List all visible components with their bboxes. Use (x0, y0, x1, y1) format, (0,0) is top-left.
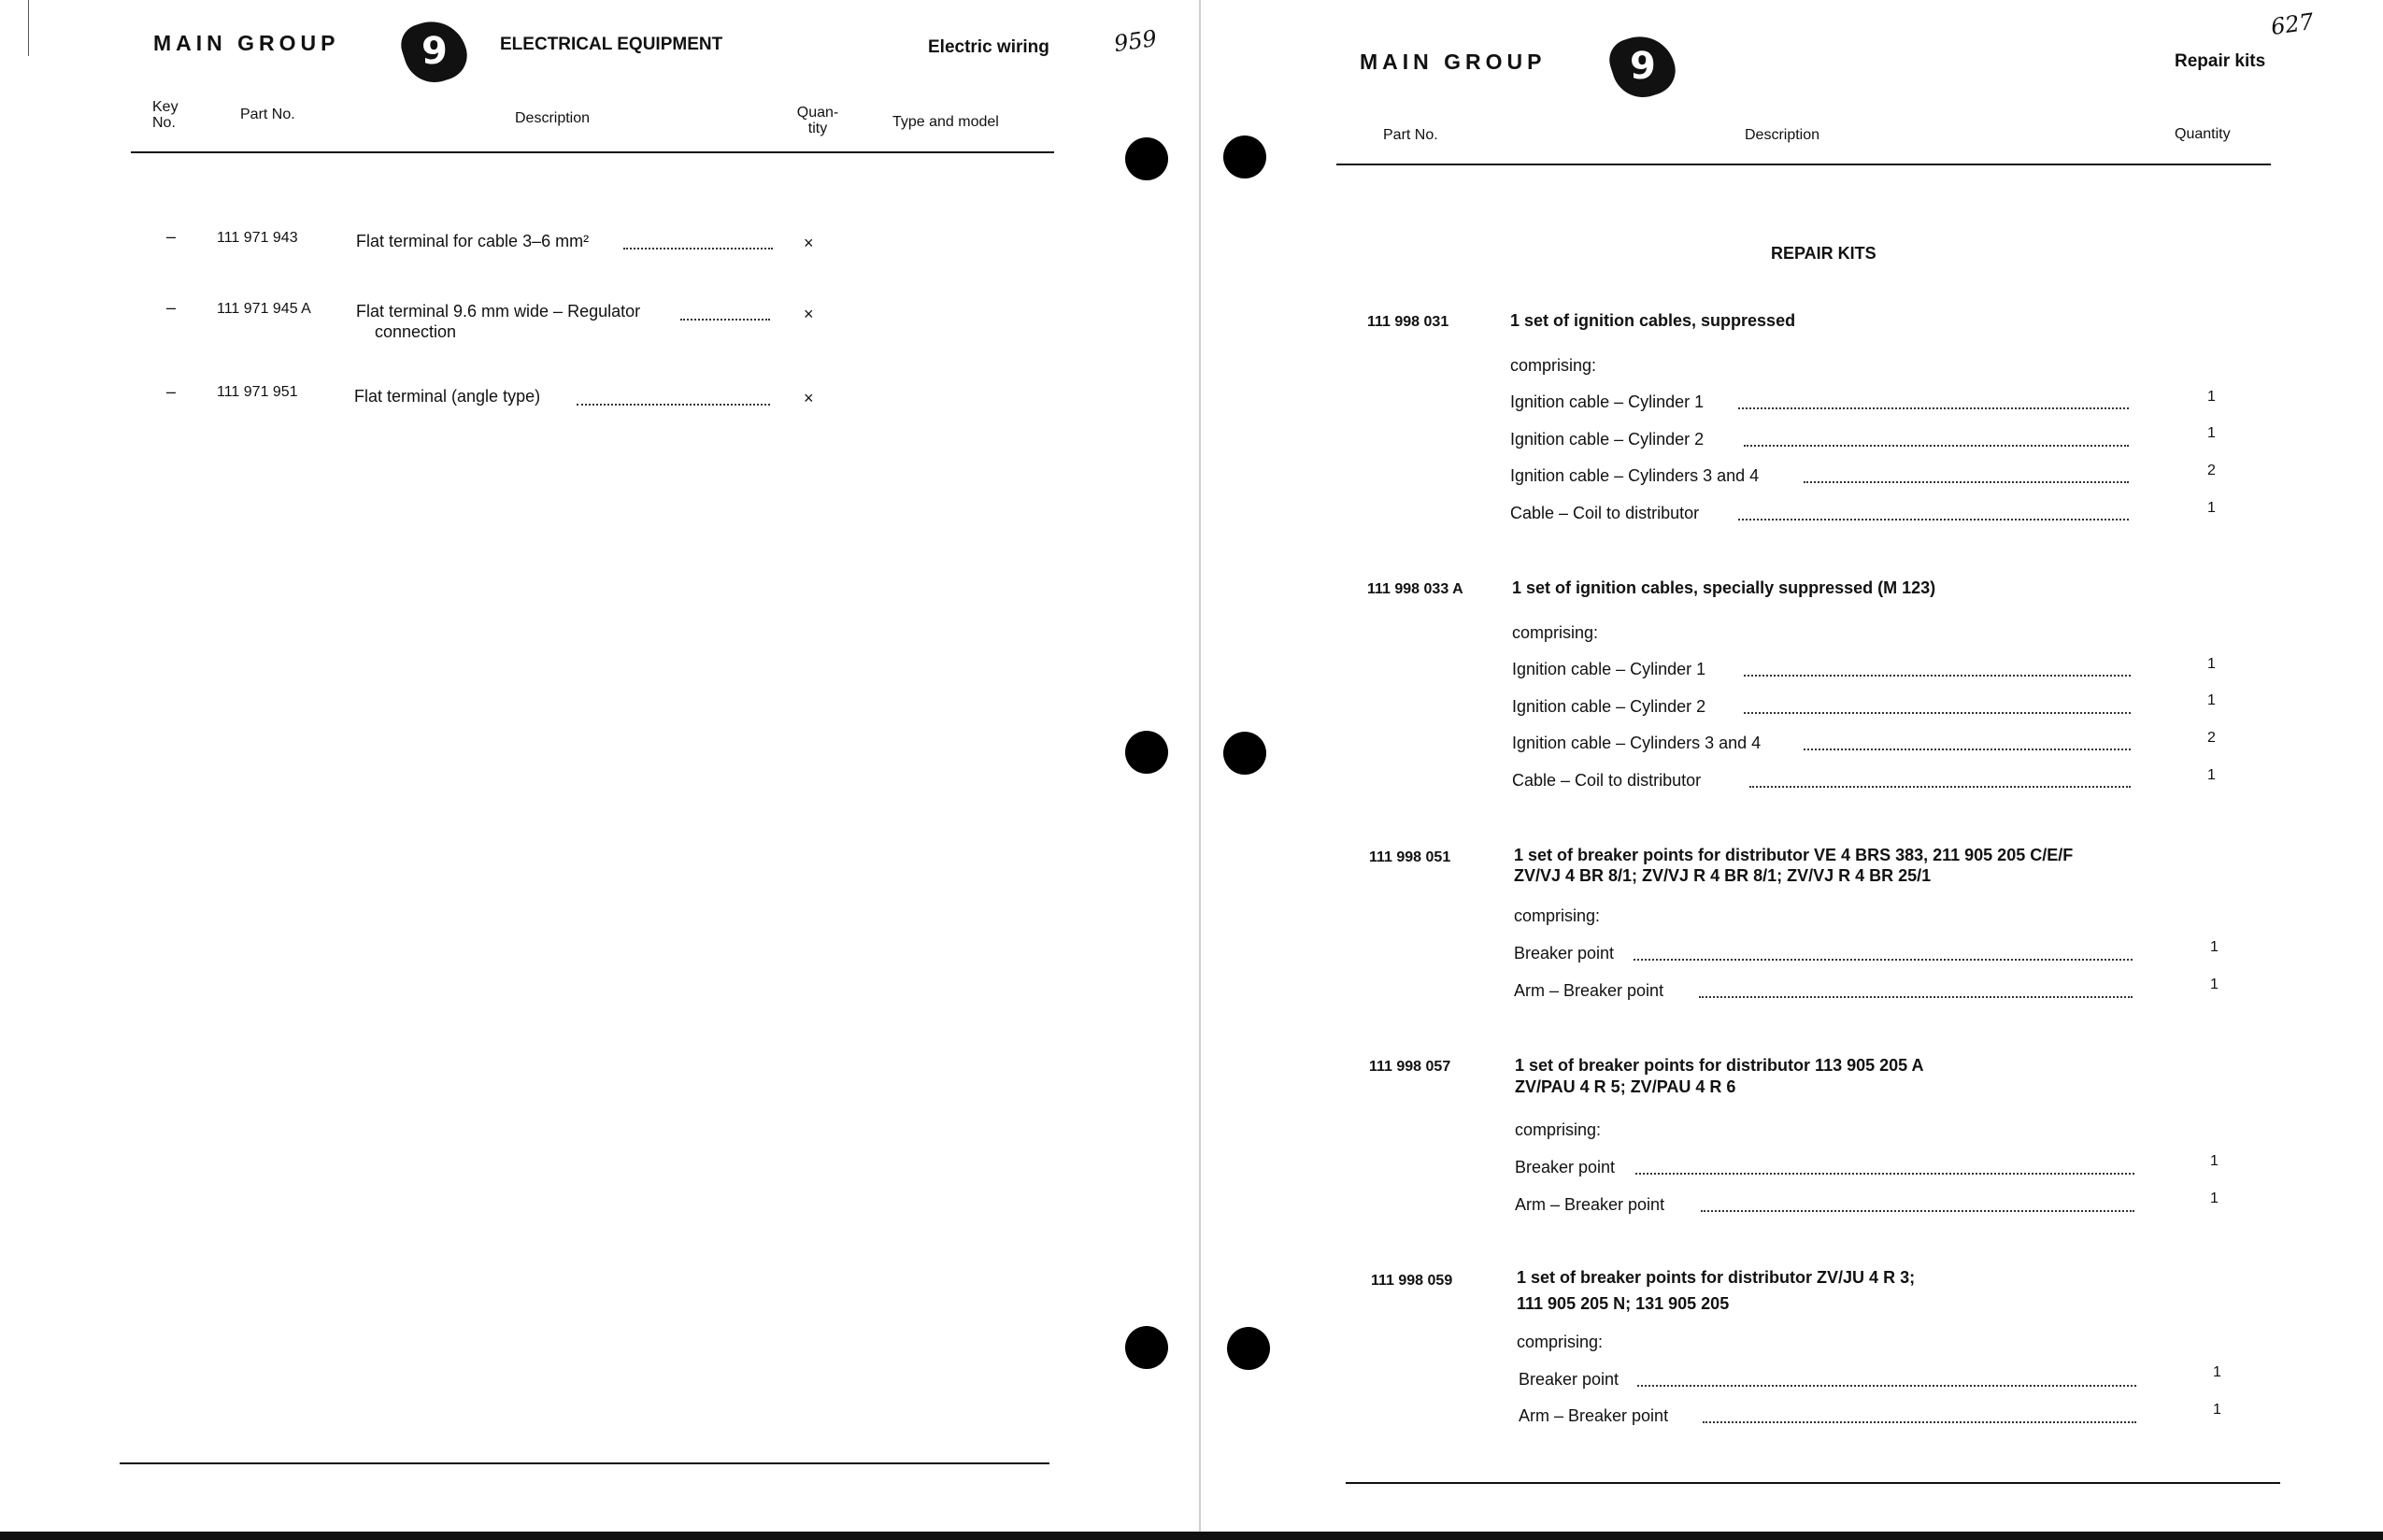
leader-dots (1744, 675, 2131, 677)
kit-item-qty: 1 (2207, 389, 2216, 405)
kit-part-no: 111 998 033 A (1367, 581, 1463, 597)
group-number-badge: 9 (1604, 27, 1681, 105)
page-note: 627 (2269, 7, 2316, 41)
comprising-label: comprising: (1514, 906, 1601, 925)
leader-dots (1699, 996, 2133, 998)
kit-item: Arm – Breaker point (1514, 981, 1664, 1000)
kit-item-qty: 2 (2207, 730, 2216, 746)
row-quantity: × (804, 234, 814, 252)
col-part-no: Part No. (240, 107, 295, 122)
kit-item: Breaker point (1515, 1158, 1616, 1176)
leader-dots (1744, 445, 2129, 447)
binder-hole (1125, 137, 1168, 180)
kit-item-qty: 1 (2207, 767, 2216, 783)
scan-edge (28, 0, 29, 56)
col-quantity: Quan- tity (796, 105, 839, 136)
header-rule (1336, 164, 2271, 165)
col-description: Description (515, 110, 591, 126)
kit-part-no: 111 998 051 (1369, 849, 1451, 865)
kit-item-qty: 1 (2207, 500, 2216, 516)
kit-part-no: 111 998 031 (1367, 314, 1449, 330)
kit-item-qty: 1 (2210, 977, 2219, 992)
row-description-cont: connection (375, 322, 457, 341)
kit-item: Ignition cable – Cylinder 2 (1512, 697, 1706, 716)
col-type-model: Type and model (892, 114, 999, 130)
row-part-no: 111 971 951 (217, 384, 298, 400)
kit-item-qty: 1 (2207, 692, 2216, 708)
section-title: ELECTRICAL EQUIPMENT (500, 35, 723, 54)
footer-rule (120, 1462, 1049, 1464)
comprising-label: comprising: (1515, 1120, 1602, 1139)
binder-hole (1227, 1327, 1270, 1370)
leader-dots (1703, 1421, 2136, 1423)
kit-title: 1 set of ignition cables, suppressed (1510, 311, 1796, 330)
leader-dots (680, 319, 770, 321)
page-gutter (1199, 0, 1201, 1533)
leader-dots (623, 248, 773, 250)
kit-item-qty: 1 (2213, 1402, 2221, 1418)
kit-title: 1 set of breaker points for distributor VE 4 BRS 383, 211 905 205 C/E/F (1514, 846, 2074, 864)
kit-item: Ignition cable – Cylinders 3 and 4 (1512, 734, 1762, 752)
kit-item-qty: 1 (2213, 1364, 2221, 1380)
leader-dots (1804, 481, 2129, 483)
section-title: Repair kits (2175, 51, 2266, 71)
binder-hole (1125, 1326, 1168, 1369)
main-group-label: MAIN GROUP (1360, 50, 1547, 74)
kit-item-qty: 1 (2210, 939, 2219, 955)
footer-rule (1346, 1482, 2280, 1484)
kit-title-cont: ZV/PAU 4 R 5; ZV/PAU 4 R 6 (1515, 1077, 1736, 1096)
kit-item-qty: 1 (2210, 1153, 2219, 1169)
row-key: – (166, 227, 177, 246)
col-key-no: Key No. (152, 99, 178, 131)
comprising-label: comprising: (1517, 1333, 1604, 1351)
kit-title-cont: 111 905 205 N; 131 905 205 (1517, 1294, 1730, 1313)
col-description: Description (1745, 127, 1820, 143)
group-number-badge: 9 (395, 12, 473, 90)
kit-title-cont: ZV/VJ 4 BR 8/1; ZV/VJ R 4 BR 8/1; ZV/VJ R 4 BR 25/1 (1514, 866, 1932, 885)
kit-item-qty: 1 (2207, 656, 2216, 672)
leader-dots (1635, 1173, 2134, 1175)
section-heading: REPAIR KITS (1771, 244, 1876, 263)
kit-item-qty: 1 (2207, 425, 2216, 441)
kit-item: Ignition cable – Cylinder 2 (1510, 430, 1705, 449)
col-part-no: Part No. (1383, 127, 1438, 143)
scan-bottom-edge (0, 1532, 2383, 1540)
leader-dots (1744, 712, 2131, 714)
kit-item-qty: 2 (2207, 463, 2216, 478)
binder-hole (1223, 732, 1266, 775)
kit-item-qty: 1 (2210, 1191, 2219, 1206)
kit-item: Breaker point (1519, 1370, 1620, 1389)
kit-item: Ignition cable – Cylinder 1 (1510, 392, 1705, 411)
row-part-no: 111 971 943 (217, 230, 298, 246)
kit-item: Cable – Coil to distributor (1510, 504, 1700, 522)
header-rule (131, 151, 1054, 153)
leader-dots (1738, 519, 2129, 520)
page-note: 959 (1112, 24, 1159, 58)
row-description: Flat terminal 9.6 mm wide – Regulator (356, 302, 641, 321)
kit-item: Cable – Coil to distributor (1512, 771, 1702, 790)
row-part-no: 111 971 945 A (217, 301, 311, 317)
kit-title: 1 set of breaker points for distributor ZV/JU 4 R 3; (1517, 1268, 1916, 1287)
binder-hole (1125, 731, 1168, 774)
main-group-label: MAIN GROUP (153, 31, 340, 55)
leader-dots (1749, 786, 2131, 788)
comprising-label: comprising: (1512, 623, 1599, 642)
kit-part-no: 111 998 059 (1371, 1273, 1453, 1289)
leader-dots (1637, 1385, 2136, 1387)
kit-part-no: 111 998 057 (1369, 1059, 1451, 1075)
subsection-title: Electric wiring (928, 37, 1049, 57)
leader-dots (1738, 407, 2129, 409)
kit-item: Breaker point (1514, 944, 1615, 962)
leader-dots (1804, 749, 2131, 750)
kit-item: Arm – Breaker point (1519, 1406, 1669, 1425)
row-quantity: × (804, 389, 814, 407)
kit-title: 1 set of breaker points for distributor 113 905 205 A (1515, 1056, 1924, 1075)
row-quantity: × (804, 305, 814, 323)
kit-item: Arm – Breaker point (1515, 1195, 1665, 1214)
kit-title: 1 set of ignition cables, specially suppressed (M 123) (1512, 578, 1936, 597)
leader-dots (1634, 959, 2133, 961)
col-quantity: Quantity (2175, 126, 2231, 142)
kit-item: Ignition cable – Cylinder 1 (1512, 660, 1706, 678)
row-key: – (166, 298, 177, 317)
leader-dots (1701, 1210, 2134, 1212)
row-key: – (166, 382, 177, 401)
row-description: Flat terminal (angle type) (354, 387, 541, 406)
comprising-label: comprising: (1510, 356, 1597, 375)
leader-dots (577, 404, 770, 406)
kit-item: Ignition cable – Cylinders 3 and 4 (1510, 466, 1760, 485)
binder-hole (1223, 135, 1266, 178)
row-description: Flat terminal for cable 3–6 mm² (356, 232, 590, 250)
